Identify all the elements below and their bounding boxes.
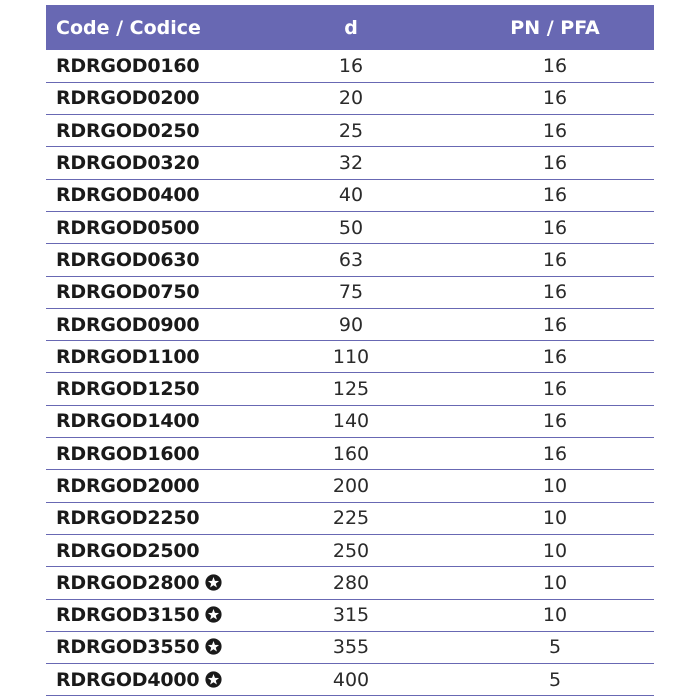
cell-code [46,276,246,308]
cell-diameter: 315 [246,599,456,631]
cell-code [46,179,246,211]
cell-pressure: 16 [456,373,654,405]
cell-diameter: 225 [246,502,456,534]
header-pressure: PN / PFA [456,5,654,50]
cell-code [46,147,246,179]
cell-pressure: 10 [456,470,654,502]
code-text: RDRGOD4000 [56,668,200,691]
cell-diameter: 160 [246,438,456,470]
table-row [46,438,654,470]
cell-code [46,534,246,566]
code-text: RDRGOD2250 [56,507,200,530]
table-row [46,244,654,276]
cell-code [46,664,246,696]
cell-diameter: 50 [246,211,456,243]
cell-diameter: 32 [246,147,456,179]
cell-diameter: 63 [246,244,456,276]
star-icon [205,638,222,655]
code-text: RDRGOD0750 [56,281,200,304]
cell-code [46,341,246,373]
header-code: Code / Codice [46,5,246,50]
cell-pressure: 10 [456,534,654,566]
cell-pressure: 16 [456,147,654,179]
cell-diameter: 75 [246,276,456,308]
cell-code [46,470,246,502]
cell-code [46,373,246,405]
cell-code [46,438,246,470]
cell-diameter: 200 [246,470,456,502]
cell-code [46,50,246,82]
cell-pressure: 16 [456,308,654,340]
header-row [46,5,654,50]
code-text: RDRGOD1250 [56,378,200,401]
table-row [46,179,654,211]
code-text: RDRGOD2000 [56,475,200,497]
table-body [46,50,654,696]
cell-code [46,82,246,114]
table-row [46,534,654,566]
cell-code [46,115,246,147]
cell-pressure: 16 [456,244,654,276]
table-row [46,470,654,502]
table-header [46,5,654,50]
cell-pressure: 16 [456,405,654,437]
cell-pressure: 16 [456,50,654,82]
cell-code [46,599,246,631]
cell-pressure: 10 [456,599,654,631]
cell-diameter: 400 [246,664,456,696]
table-row [46,664,654,696]
cell-diameter: 40 [246,179,456,211]
cell-code [46,211,246,243]
code-text: RDRGOD0200 [56,87,200,110]
table-row [46,599,654,631]
code-text: RDRGOD3150 [56,604,200,627]
table-row [46,405,654,437]
cell-pressure: 5 [456,664,654,696]
cell-diameter: 125 [246,373,456,405]
cell-diameter: 355 [246,631,456,663]
table-row [46,276,654,308]
cell-pressure: 10 [456,502,654,534]
code-text: RDRGOD0630 [56,248,200,271]
cell-code [46,567,246,599]
cell-code [46,405,246,437]
table-row [46,341,654,373]
cell-diameter: 280 [246,567,456,599]
code-text: RDRGOD0400 [56,184,200,207]
table-row [46,631,654,663]
code-text: RDRGOD0320 [56,152,200,175]
cell-pressure: 16 [456,211,654,243]
product-table-container [46,5,654,696]
table-row [46,373,654,405]
table-row [46,115,654,147]
cell-diameter: 16 [246,50,456,82]
code-text: RDRGOD2500 [56,539,200,562]
cell-pressure: 16 [456,82,654,114]
cell-pressure: 16 [456,341,654,373]
code-text: RDRGOD1100 [56,345,200,368]
cell-diameter: 250 [246,534,456,566]
table-row [46,502,654,534]
code-text: RDRGOD0900 [56,313,200,336]
star-icon [205,574,222,591]
star-icon [205,606,222,623]
cell-code [46,502,246,534]
table-row [46,567,654,599]
header-diameter: d [246,5,456,50]
table-row [46,308,654,340]
cell-pressure: 16 [456,179,654,211]
cell-diameter: 90 [246,308,456,340]
cell-pressure: 16 [456,276,654,308]
product-code-table [46,5,654,696]
star-icon [205,671,222,688]
table-row [46,147,654,179]
code-text: RDRGOD0500 [56,216,200,239]
code-text: RDRGOD0250 [56,119,200,142]
cell-pressure: 5 [456,631,654,663]
table-row [46,82,654,114]
cell-diameter: 25 [246,115,456,147]
code-text: RDRGOD1400 [56,410,200,433]
cell-code [46,631,246,663]
table-row [46,50,654,82]
cell-pressure: 16 [456,438,654,470]
cell-diameter: 140 [246,405,456,437]
cell-code [46,308,246,340]
table-row [46,211,654,243]
cell-diameter: 110 [246,341,456,373]
code-text: RDRGOD1600 [56,442,200,465]
cell-pressure: 16 [456,115,654,147]
code-text: RDRGOD3550 [56,636,200,659]
code-text: RDRGOD2800 [56,571,200,594]
cell-pressure: 10 [456,567,654,599]
cell-code [46,244,246,276]
cell-diameter: 20 [246,82,456,114]
code-text: RDRGOD0160 [56,54,200,77]
